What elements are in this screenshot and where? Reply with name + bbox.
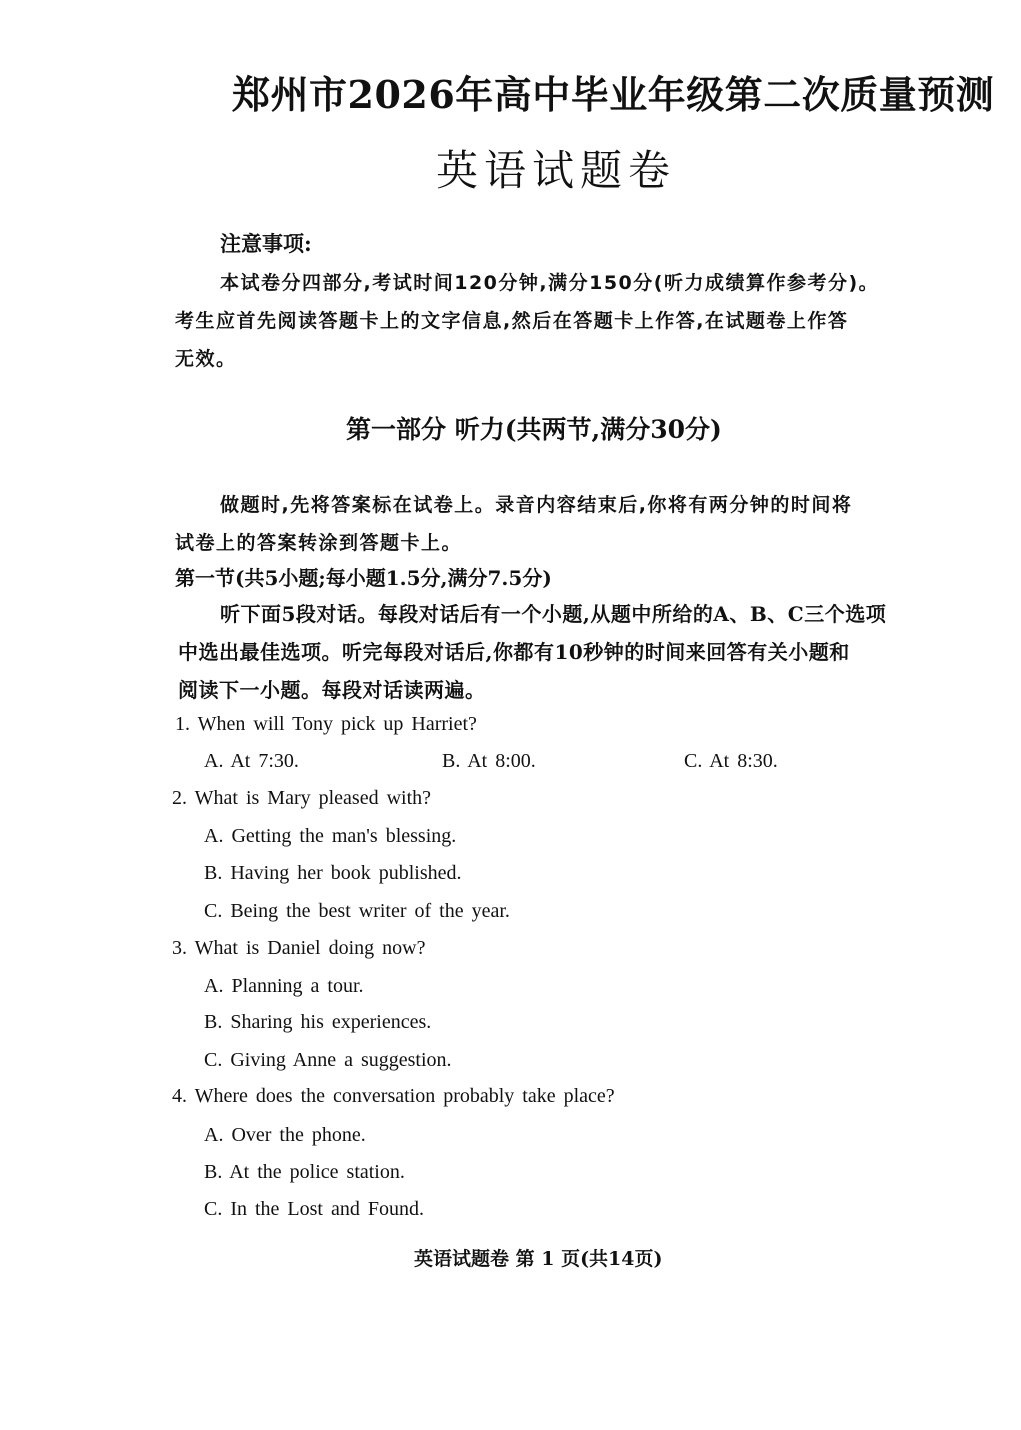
answer-option: C. In the Lost and Found. <box>204 1198 424 1220</box>
instruction-line: 试卷上的答案转涂到答题卡上。 <box>175 532 463 554</box>
answer-option: B. Having her book published. <box>204 862 462 884</box>
answer-option: B. At the police station. <box>204 1161 405 1183</box>
section-description-line: 阅读下一小题。每段对话读两遍。 <box>178 678 486 702</box>
answer-option: B. At 8:00. <box>442 750 536 772</box>
answer-option: C. Being the best writer of the year. <box>204 900 510 922</box>
answer-option: C. Giving Anne a suggestion. <box>204 1049 452 1071</box>
question-stem: 4. Where does the conversation probably take place? <box>172 1085 615 1107</box>
notice-line: 考生应首先阅读答题卡上的文字信息,然后在答题卡上作答,在试题卷上作答 <box>175 310 849 332</box>
part-one-title: 第一部分 听力(共两节,满分30分) <box>346 415 722 444</box>
answer-option: A. At 7:30. <box>204 750 299 772</box>
answer-option: A. Getting the man's blessing. <box>204 825 457 847</box>
section-description-line: 中选出最佳选项。听完每段对话后,你都有10秒钟的时间来回答有关小题和 <box>178 640 850 664</box>
section-description-line: 听下面5段对话。每段对话后有一个小题,从题中所给的A、B、C三个选项 <box>220 602 887 626</box>
notice-heading: 注意事项: <box>220 231 312 256</box>
question-stem: 2. What is Mary pleased with? <box>172 787 432 809</box>
instruction-line: 做题时,先将答案标在试卷上。录音内容结束后,你将有两分钟的时间将 <box>220 494 853 516</box>
exam-title: 郑州市2026年高中毕业年级第二次质量预测 <box>232 72 995 117</box>
answer-option: A. Over the phone. <box>204 1124 366 1146</box>
question-stem: 3. What is Daniel doing now? <box>172 937 426 959</box>
notice-line: 无效。 <box>175 348 237 370</box>
notice-line: 本试卷分四部分,考试时间120分钟,满分150分(听力成绩算作参考分)。 <box>220 272 880 294</box>
question-stem: 1. When will Tony pick up Harriet? <box>175 713 477 735</box>
exam-subtitle: 英语试题卷 <box>436 146 677 195</box>
answer-option: C. At 8:30. <box>684 750 778 772</box>
section-one-heading: 第一节(共5小题;每小题1.5分,满分7.5分) <box>175 566 552 590</box>
answer-option: A. Planning a tour. <box>204 975 364 997</box>
page-footer: 英语试题卷 第 1 页(共14页) <box>414 1248 663 1270</box>
answer-option: B. Sharing his experiences. <box>204 1011 432 1033</box>
